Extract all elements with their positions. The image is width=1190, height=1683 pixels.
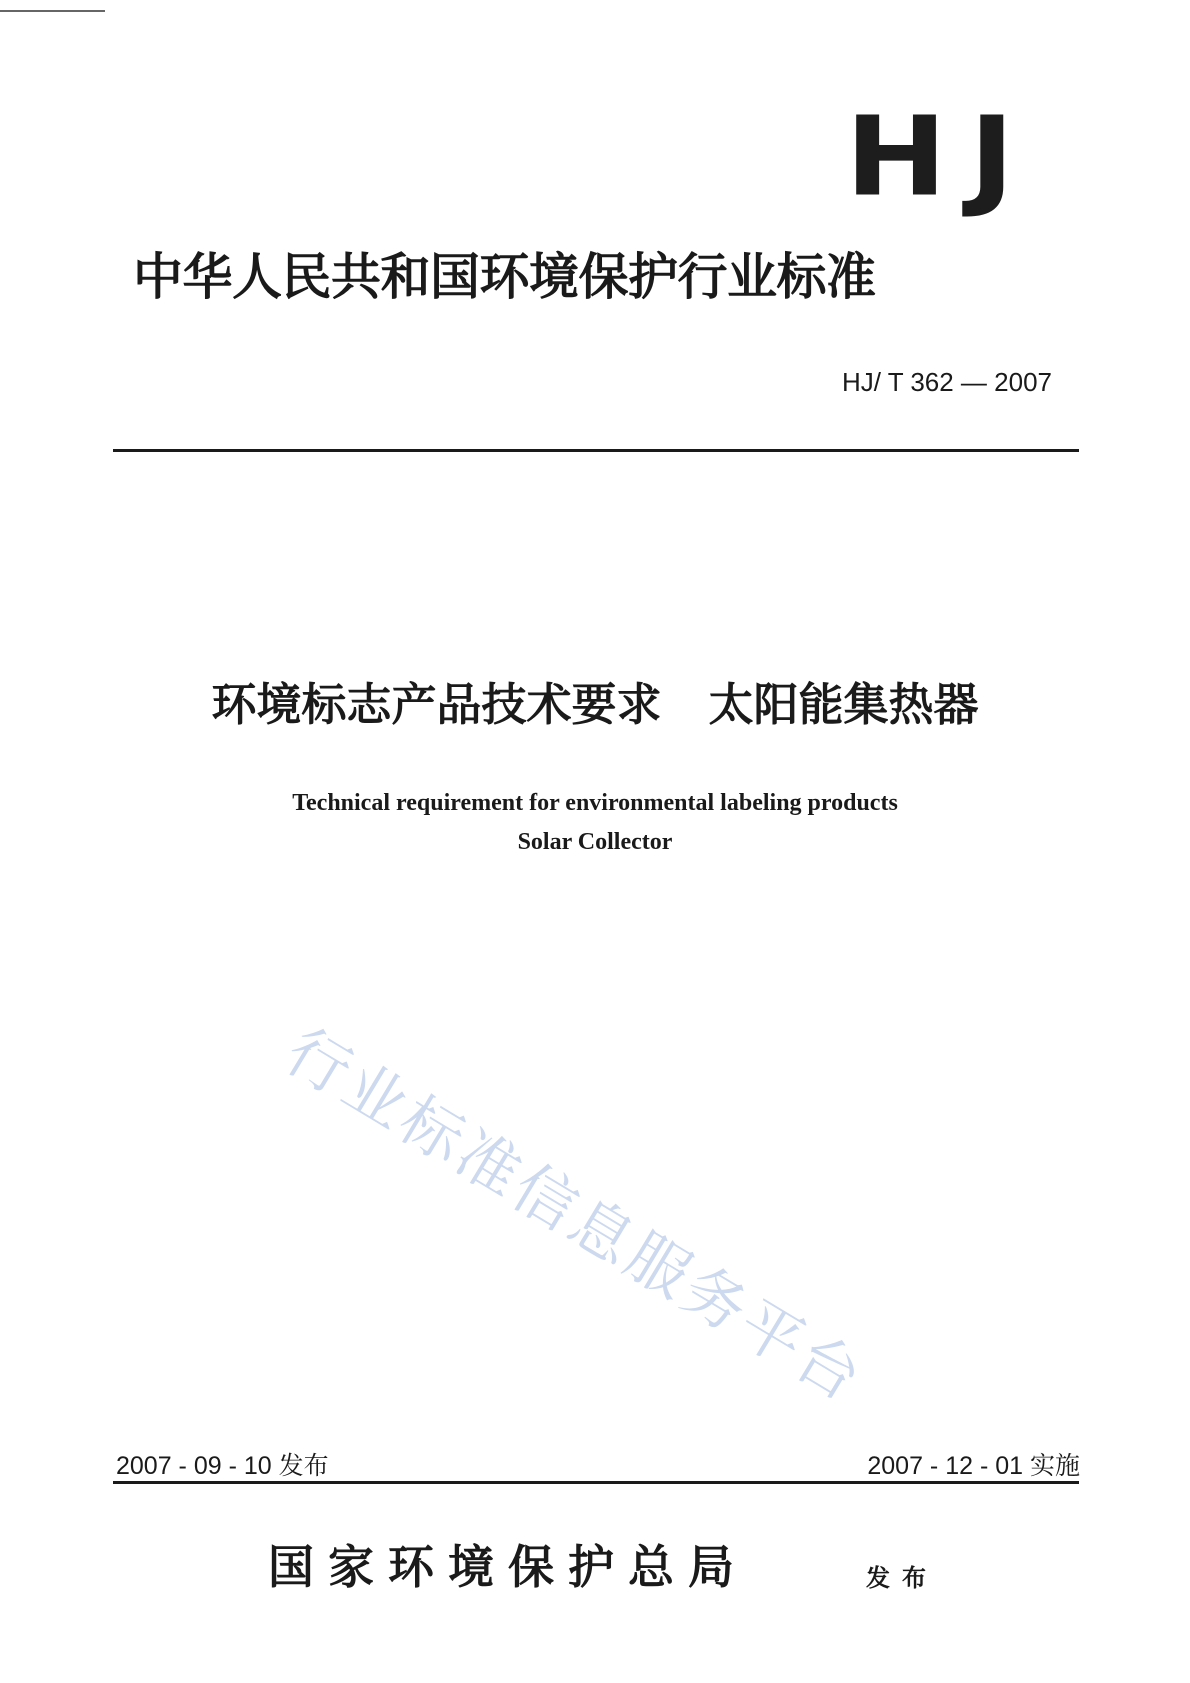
implementation-date: 2007 - 12 - 01 实施 [867,1452,1080,1480]
standard-number: HJ/ T 362 — 2007 [841,367,1052,397]
issue-date: 2007 - 09 - 10 发布 [116,1452,329,1480]
document-title-en-line2: Solar Collector [517,829,673,855]
watermark: 行业标准信息服务平台 [273,1014,878,1417]
corner-scan-line [0,10,105,12]
hj-logo: HJ [845,93,1037,221]
standard-category-title: 中华人民共和国环境保护行业标准 [133,248,876,306]
document-title-en-line1: Technical requirement for environmental labeling products [292,790,898,816]
publisher-name: 国家环境保护总局 [268,1540,748,1594]
publish-label: 发布 [866,1563,938,1592]
document-title-zh: 环境标志产品技术要求 太阳能集热器 [211,678,979,731]
top-divider [113,449,1079,452]
bottom-divider [113,1481,1079,1484]
